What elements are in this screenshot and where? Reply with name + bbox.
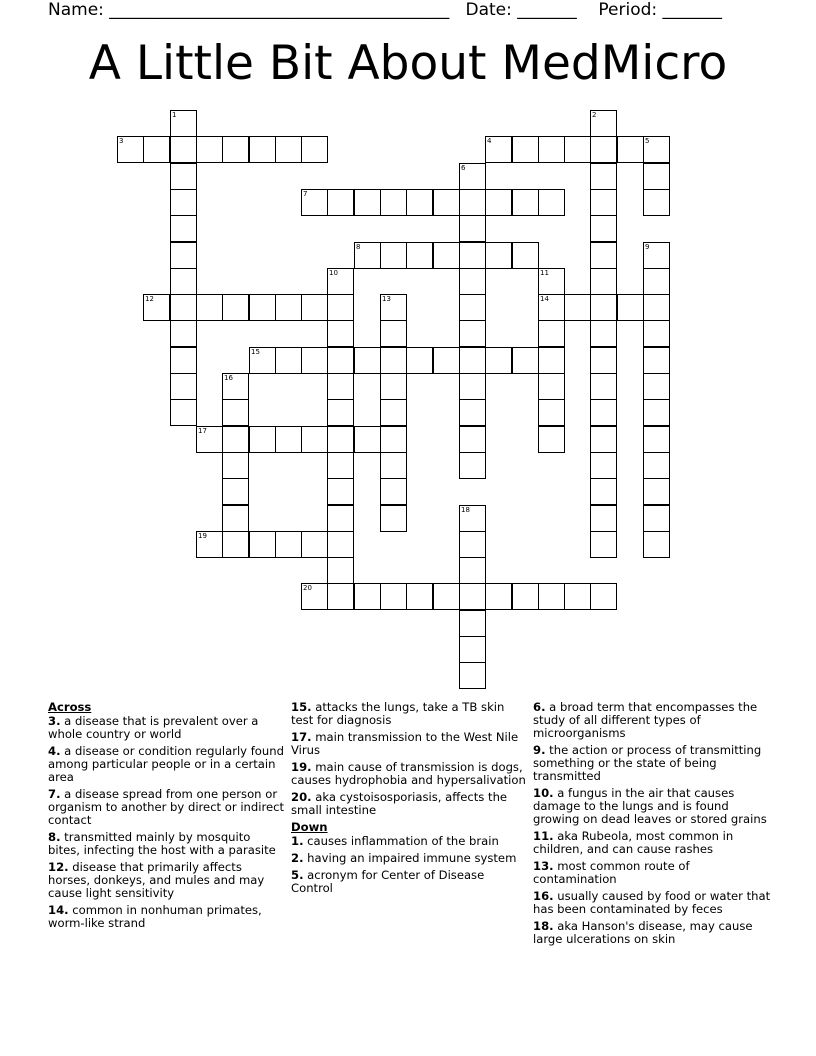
crossword-cell[interactable] bbox=[459, 163, 486, 190]
crossword-cell[interactable] bbox=[380, 399, 407, 426]
crossword-cell[interactable] bbox=[380, 373, 407, 400]
crossword-cell[interactable] bbox=[275, 136, 302, 163]
crossword-cell[interactable] bbox=[643, 347, 670, 374]
crossword-cell[interactable] bbox=[590, 399, 617, 426]
crossword-cell[interactable] bbox=[327, 268, 354, 295]
crossword-cell[interactable] bbox=[643, 136, 670, 163]
clue-number: 4 bbox=[487, 137, 492, 145]
clue-item bbox=[533, 744, 771, 783]
crossword-cell[interactable] bbox=[170, 347, 197, 374]
crossword-cell[interactable] bbox=[643, 531, 670, 558]
crossword-cell[interactable] bbox=[222, 426, 249, 453]
clue-number: 9 bbox=[645, 243, 650, 251]
crossword-cell[interactable] bbox=[406, 242, 433, 269]
crossword-cell[interactable] bbox=[643, 242, 670, 269]
clue-number: 17 bbox=[198, 427, 207, 435]
crossword-cell[interactable] bbox=[380, 478, 407, 505]
clue-text: a disease that is prevalent over a whole country or world bbox=[48, 714, 259, 741]
clue-number-label: 17. bbox=[291, 730, 312, 744]
crossword-cell[interactable] bbox=[327, 557, 354, 584]
crossword-cell[interactable] bbox=[143, 136, 170, 163]
crossword-cell[interactable] bbox=[459, 557, 486, 584]
clue-number: 2 bbox=[592, 111, 597, 119]
clue-number: 6 bbox=[461, 164, 466, 172]
crossword-cell[interactable] bbox=[643, 426, 670, 453]
clue-number-label: 11. bbox=[533, 829, 554, 843]
crossword-cell[interactable] bbox=[249, 294, 276, 321]
clue-number: 10 bbox=[329, 269, 338, 277]
clue-text: acronym for Center of Disease Control bbox=[291, 868, 485, 895]
crossword-cell[interactable] bbox=[301, 347, 328, 374]
clue-number: 5 bbox=[645, 137, 650, 145]
clue-number-label: 7. bbox=[48, 787, 61, 801]
crossword-cell[interactable] bbox=[433, 347, 460, 374]
crossword-cell[interactable] bbox=[380, 505, 407, 532]
crossword-cell[interactable] bbox=[590, 294, 617, 321]
clue-text: most common route of contamination bbox=[533, 859, 690, 886]
crossword-cell[interactable] bbox=[327, 452, 354, 479]
crossword-cell[interactable] bbox=[222, 478, 249, 505]
crossword-cell[interactable] bbox=[590, 136, 617, 163]
crossword-cell[interactable] bbox=[564, 583, 591, 610]
crossword-cell[interactable] bbox=[590, 242, 617, 269]
crossword-cell[interactable] bbox=[459, 399, 486, 426]
crossword-cell[interactable] bbox=[327, 294, 354, 321]
clue-text: aka Hanson's disease, may cause large ulcerations on skin bbox=[533, 919, 753, 946]
crossword-cell[interactable] bbox=[485, 242, 512, 269]
crossword-cell[interactable] bbox=[406, 347, 433, 374]
crossword-cell[interactable] bbox=[590, 268, 617, 295]
crossword-cell[interactable] bbox=[327, 189, 354, 216]
crossword-cell[interactable] bbox=[301, 426, 328, 453]
crossword-cell[interactable] bbox=[275, 347, 302, 374]
clue-text: causes inflammation of the brain bbox=[303, 834, 499, 848]
clue-number-label: 6. bbox=[533, 700, 546, 714]
crossword-cell[interactable] bbox=[459, 189, 486, 216]
crossword-cell[interactable] bbox=[459, 505, 486, 532]
crossword-cell[interactable] bbox=[354, 426, 381, 453]
crossword-cell[interactable] bbox=[485, 189, 512, 216]
clue-text: a disease or condition regularly found among particular people or in a certain area bbox=[48, 744, 284, 784]
clue-number: 1 bbox=[172, 111, 177, 119]
crossword-cell[interactable] bbox=[512, 583, 539, 610]
clue-number-label: 9. bbox=[533, 743, 546, 757]
clue-text: a disease spread from one person or organism to another by direct or indirect contact bbox=[48, 787, 285, 827]
clue-number-label: 19. bbox=[291, 760, 312, 774]
crossword-cell[interactable] bbox=[170, 268, 197, 295]
crossword-cell[interactable] bbox=[512, 136, 539, 163]
clue-number-label: 3. bbox=[48, 714, 61, 728]
crossword-cell[interactable] bbox=[590, 452, 617, 479]
crossword-cell[interactable] bbox=[249, 531, 276, 558]
student-info-line: Name: ________________________________________ Date: _______ Period: _______ bbox=[48, 0, 723, 20]
crossword-cell[interactable] bbox=[617, 294, 644, 321]
crossword-cell[interactable] bbox=[643, 320, 670, 347]
clues-column-2 bbox=[291, 701, 529, 899]
crossword-cell[interactable] bbox=[643, 452, 670, 479]
crossword-cell[interactable] bbox=[590, 531, 617, 558]
clue-item bbox=[533, 830, 771, 856]
crossword-cell[interactable] bbox=[170, 373, 197, 400]
crossword-cell[interactable] bbox=[327, 505, 354, 532]
crossword-cell[interactable] bbox=[170, 242, 197, 269]
crossword-cell[interactable] bbox=[512, 242, 539, 269]
crossword-cell[interactable] bbox=[275, 426, 302, 453]
clue-number: 14 bbox=[540, 295, 549, 303]
clue-number-label: 12. bbox=[48, 860, 69, 874]
crossword-cell[interactable] bbox=[459, 531, 486, 558]
crossword-cell[interactable] bbox=[380, 347, 407, 374]
crossword-cell[interactable] bbox=[196, 531, 223, 558]
clue-number-label: 2. bbox=[291, 851, 304, 865]
crossword-cell[interactable] bbox=[327, 426, 354, 453]
crossword-cell[interactable] bbox=[275, 531, 302, 558]
clue-text: a broad term that encompasses the study of all different types of microorganisms bbox=[533, 700, 758, 740]
crossword-cell[interactable] bbox=[459, 373, 486, 400]
clue-text: usually caused by food or water that has been contaminated by feces bbox=[533, 889, 771, 916]
crossword-cell[interactable] bbox=[590, 583, 617, 610]
clue-number: 3 bbox=[119, 137, 124, 145]
crossword-cell[interactable] bbox=[170, 294, 197, 321]
crossword-cell[interactable] bbox=[222, 452, 249, 479]
crossword-cell[interactable] bbox=[249, 136, 276, 163]
crossword-cell[interactable] bbox=[459, 636, 486, 663]
clue-number: 19 bbox=[198, 532, 207, 540]
crossword-cell[interactable] bbox=[380, 583, 407, 610]
crossword-cell[interactable] bbox=[170, 215, 197, 242]
crossword-cell[interactable] bbox=[590, 373, 617, 400]
crossword-cell[interactable] bbox=[459, 320, 486, 347]
clue-item bbox=[533, 787, 771, 826]
clue-text: main cause of transmission is dogs, causes hydrophobia and hypersalivation bbox=[291, 760, 526, 787]
crossword-cell[interactable] bbox=[590, 110, 617, 137]
clue-item bbox=[533, 890, 771, 916]
crossword-cell[interactable] bbox=[196, 136, 223, 163]
crossword-cell[interactable] bbox=[459, 452, 486, 479]
crossword-cell[interactable] bbox=[170, 320, 197, 347]
crossword-cell[interactable] bbox=[485, 583, 512, 610]
crossword-cell[interactable] bbox=[143, 294, 170, 321]
crossword-cell[interactable] bbox=[170, 110, 197, 137]
clue-item bbox=[291, 731, 529, 757]
clue-number: 20 bbox=[303, 584, 312, 592]
crossword-cell[interactable] bbox=[354, 583, 381, 610]
crossword-cell[interactable] bbox=[538, 347, 565, 374]
crossword-cell[interactable] bbox=[380, 426, 407, 453]
crossword-cell[interactable] bbox=[538, 320, 565, 347]
clue-number-label: 5. bbox=[291, 868, 304, 882]
clue-text: aka cystoisosporiasis, affects the small intestine bbox=[291, 790, 508, 817]
down-heading: Down bbox=[291, 820, 328, 834]
crossword-cell[interactable] bbox=[643, 373, 670, 400]
clue-number-label: 20. bbox=[291, 790, 312, 804]
clue-number: 15 bbox=[251, 348, 260, 356]
crossword-cell[interactable] bbox=[590, 189, 617, 216]
crossword-cell[interactable] bbox=[433, 583, 460, 610]
crossword-cell[interactable] bbox=[222, 294, 249, 321]
clue-number: 16 bbox=[224, 374, 233, 382]
crossword-cell[interactable] bbox=[354, 242, 381, 269]
crossword-cell[interactable] bbox=[327, 531, 354, 558]
clue-number: 7 bbox=[303, 190, 308, 198]
crossword-cell[interactable] bbox=[222, 373, 249, 400]
crossword-cell[interactable] bbox=[170, 399, 197, 426]
clue-item bbox=[48, 745, 286, 784]
crossword-cell[interactable] bbox=[538, 136, 565, 163]
clue-item bbox=[48, 788, 286, 827]
crossword-cell[interactable] bbox=[380, 189, 407, 216]
crossword-cell[interactable] bbox=[590, 478, 617, 505]
crossword-cell[interactable] bbox=[380, 320, 407, 347]
clue-text: transmitted mainly by mosquito bites, infecting the host with a parasite bbox=[48, 830, 276, 857]
clue-item bbox=[291, 835, 529, 848]
across-heading: Across bbox=[48, 700, 92, 714]
crossword-cell[interactable] bbox=[327, 583, 354, 610]
clue-number-label: 10. bbox=[533, 786, 554, 800]
crossword-cell[interactable] bbox=[327, 347, 354, 374]
crossword-cell[interactable] bbox=[538, 583, 565, 610]
crossword-cell[interactable] bbox=[459, 662, 486, 689]
crossword-cell[interactable] bbox=[170, 189, 197, 216]
crossword-cell[interactable] bbox=[196, 294, 223, 321]
crossword-cell[interactable] bbox=[354, 189, 381, 216]
crossword-cell[interactable] bbox=[564, 136, 591, 163]
clue-text: having an impaired immune system bbox=[303, 851, 517, 865]
crossword-cell[interactable] bbox=[643, 189, 670, 216]
crossword-cell[interactable] bbox=[485, 136, 512, 163]
crossword-cell[interactable] bbox=[538, 399, 565, 426]
crossword-cell[interactable] bbox=[459, 583, 486, 610]
crossword-cell[interactable] bbox=[301, 294, 328, 321]
crossword-cell[interactable] bbox=[433, 189, 460, 216]
crossword-cell[interactable] bbox=[275, 294, 302, 321]
crossword-cell[interactable] bbox=[643, 478, 670, 505]
crossword-cell[interactable] bbox=[590, 163, 617, 190]
clue-item bbox=[533, 701, 771, 740]
clues-column-3 bbox=[533, 701, 771, 950]
crossword-cell[interactable] bbox=[222, 505, 249, 532]
crossword-cell[interactable] bbox=[222, 136, 249, 163]
clue-number-label: 1. bbox=[291, 834, 304, 848]
crossword-cell[interactable] bbox=[380, 452, 407, 479]
clue-item bbox=[48, 904, 286, 930]
crossword-cell[interactable] bbox=[538, 373, 565, 400]
crossword-cell[interactable] bbox=[459, 294, 486, 321]
clue-number-label: 15. bbox=[291, 700, 312, 714]
clue-text: the action or process of transmitting something or the state of being transmitted bbox=[533, 743, 762, 783]
crossword-cell[interactable] bbox=[512, 189, 539, 216]
clue-number-label: 14. bbox=[48, 903, 69, 917]
crossword-cell[interactable] bbox=[590, 426, 617, 453]
clue-text: a fungus in the air that causes damage to the lungs and is found growing on dead leaves or stored grains bbox=[533, 786, 767, 826]
crossword-cell[interactable] bbox=[538, 268, 565, 295]
clue-number: 11 bbox=[540, 269, 549, 277]
crossword-cell[interactable] bbox=[538, 189, 565, 216]
clue-number-label: 18. bbox=[533, 919, 554, 933]
crossword-cell[interactable] bbox=[590, 320, 617, 347]
crossword-cell[interactable] bbox=[459, 347, 486, 374]
crossword-cell[interactable] bbox=[301, 136, 328, 163]
crossword-cell[interactable] bbox=[301, 189, 328, 216]
crossword-cell[interactable] bbox=[459, 610, 486, 637]
clue-item bbox=[291, 791, 529, 817]
clue-text: attacks the lungs, take a TB skin test for diagnosis bbox=[291, 700, 505, 727]
clue-item bbox=[291, 761, 529, 787]
crossword-cell[interactable] bbox=[327, 373, 354, 400]
crossword-cell[interactable] bbox=[222, 531, 249, 558]
clue-item bbox=[533, 860, 771, 886]
crossword-cell[interactable] bbox=[643, 268, 670, 295]
crossword-cell[interactable] bbox=[459, 242, 486, 269]
clue-number-label: 8. bbox=[48, 830, 61, 844]
clue-item bbox=[291, 701, 529, 727]
crossword-cell[interactable] bbox=[512, 347, 539, 374]
page-title: A Little Bit About MedMicro bbox=[88, 36, 728, 91]
crossword-cell[interactable] bbox=[327, 478, 354, 505]
crossword-cell[interactable] bbox=[301, 531, 328, 558]
clue-item bbox=[48, 861, 286, 900]
clue-item bbox=[48, 715, 286, 741]
crossword-cell[interactable] bbox=[301, 583, 328, 610]
crossword-cell[interactable] bbox=[459, 426, 486, 453]
clue-number: 13 bbox=[382, 295, 391, 303]
crossword-cell[interactable] bbox=[249, 347, 276, 374]
crossword-cell[interactable] bbox=[590, 505, 617, 532]
crossword-cell[interactable] bbox=[643, 399, 670, 426]
clue-text: aka Rubeola, most common in children, and can cause rashes bbox=[533, 829, 734, 856]
clue-text: main transmission to the West Nile Virus bbox=[291, 730, 519, 757]
crossword-cell[interactable] bbox=[406, 189, 433, 216]
crossword-cell[interactable] bbox=[380, 242, 407, 269]
clue-item bbox=[48, 831, 286, 857]
crossword-cell[interactable] bbox=[564, 294, 591, 321]
crossword-cell[interactable] bbox=[222, 399, 249, 426]
clue-number: 18 bbox=[461, 506, 470, 514]
crossword-cell[interactable] bbox=[643, 163, 670, 190]
clue-number-label: 4. bbox=[48, 744, 61, 758]
crossword-cell[interactable] bbox=[643, 294, 670, 321]
crossword-cell[interactable] bbox=[380, 294, 407, 321]
crossword-cell[interactable] bbox=[170, 163, 197, 190]
crossword-cell[interactable] bbox=[196, 426, 223, 453]
crossword-cell[interactable] bbox=[354, 347, 381, 374]
crossword-cell[interactable] bbox=[643, 505, 670, 532]
clue-item bbox=[291, 852, 529, 865]
crossword-cell[interactable] bbox=[327, 399, 354, 426]
crossword-cell[interactable] bbox=[590, 347, 617, 374]
crossword-cell[interactable] bbox=[249, 426, 276, 453]
crossword-cell[interactable] bbox=[617, 136, 644, 163]
crossword-cell[interactable] bbox=[538, 426, 565, 453]
crossword-cell[interactable] bbox=[406, 583, 433, 610]
clue-number: 8 bbox=[356, 243, 361, 251]
crossword-cell[interactable] bbox=[590, 215, 617, 242]
clue-number-label: 16. bbox=[533, 889, 554, 903]
clue-text: common in nonhuman primates, worm-like strand bbox=[48, 903, 262, 930]
crossword-cell[interactable] bbox=[327, 320, 354, 347]
crossword-cell[interactable] bbox=[170, 136, 197, 163]
crossword-cell[interactable] bbox=[117, 136, 144, 163]
crossword-cell[interactable] bbox=[459, 268, 486, 295]
clue-text: disease that primarily affects horses, donkeys, and mules and may cause light sensitivity bbox=[48, 860, 265, 900]
clue-item bbox=[533, 920, 771, 946]
crossword-cell[interactable] bbox=[485, 347, 512, 374]
crossword-cell[interactable] bbox=[538, 294, 565, 321]
clue-number: 12 bbox=[145, 295, 154, 303]
crossword-cell[interactable] bbox=[459, 215, 486, 242]
clues-column-1 bbox=[48, 701, 286, 934]
clue-number-label: 13. bbox=[533, 859, 554, 873]
crossword-cell[interactable] bbox=[433, 242, 460, 269]
clue-item bbox=[291, 869, 529, 895]
